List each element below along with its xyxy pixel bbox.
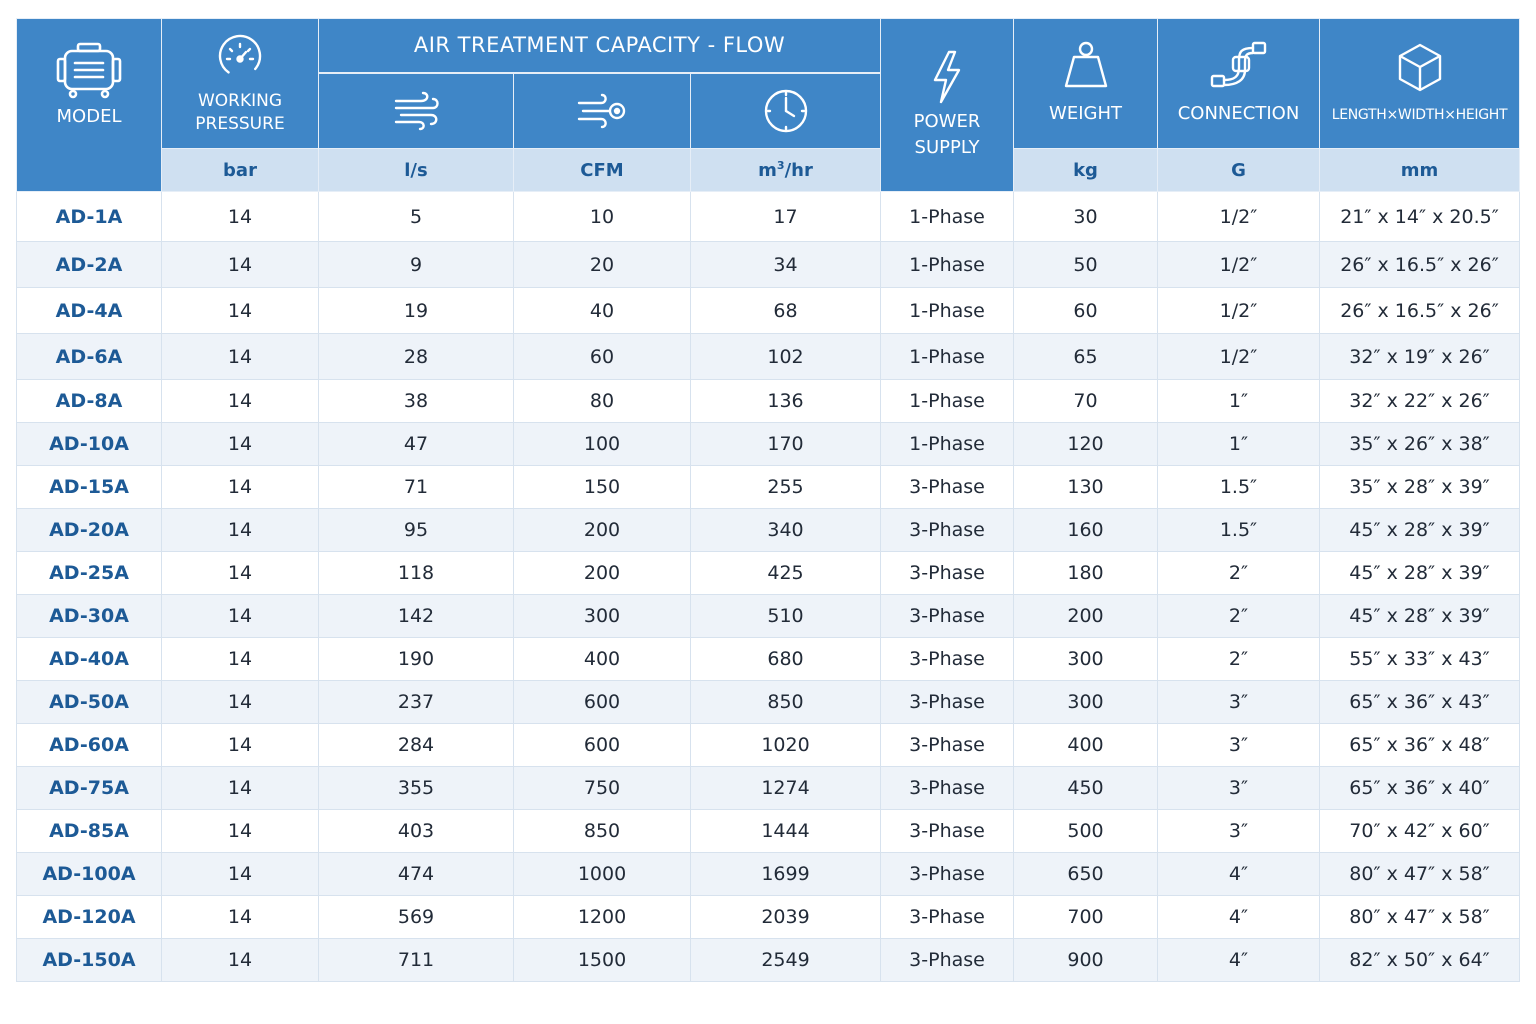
- unit-kg: kg: [1014, 149, 1158, 192]
- connection-cell: 1/2″: [1158, 288, 1320, 334]
- weight-cell: 130: [1014, 466, 1158, 509]
- dimensions-cell: 45″ x 28″ x 39″: [1320, 509, 1520, 552]
- flow-cfm-cell: 600: [514, 724, 691, 767]
- table-row: [17, 767, 1520, 810]
- flow-m3hr-cell: 255: [691, 466, 881, 509]
- pressure-cell: 14: [162, 192, 319, 242]
- pressure-cell: 14: [162, 242, 319, 288]
- unit-bar: bar: [162, 149, 319, 192]
- connection-cell: 2″: [1158, 552, 1320, 595]
- model-cell: AD-2A: [17, 242, 162, 288]
- compressor-icon: [17, 41, 161, 99]
- weight-cell: 500: [1014, 810, 1158, 853]
- pressure-cell: 14: [162, 288, 319, 334]
- working-pressure-label-1: WORKING: [197, 90, 283, 111]
- table-row: [17, 724, 1520, 767]
- table-row: [17, 466, 1520, 509]
- model-cell: AD-50A: [17, 681, 162, 724]
- flow-m3hr-cell: 34: [691, 242, 881, 288]
- model-cell: AD-1A: [17, 192, 162, 242]
- power-supply-cell: 1-Phase: [881, 288, 1014, 334]
- flow-cfm-cell: 1200: [514, 896, 691, 939]
- connection-cell: 1″: [1158, 423, 1320, 466]
- weight-cell: 70: [1014, 380, 1158, 423]
- flow-cfm-cell: 80: [514, 380, 691, 423]
- flow-capacity-header: AIR TREATMENT CAPACITY - FLOW: [319, 19, 881, 73]
- flow-ls-cell: 403: [319, 810, 514, 853]
- wind-fan-icon: [514, 91, 690, 131]
- weight-cell: 180: [1014, 552, 1158, 595]
- weight-cell: 700: [1014, 896, 1158, 939]
- connection-cell: 1/2″: [1158, 242, 1320, 288]
- weight-icon: [1014, 40, 1157, 90]
- spec-table-container: [16, 18, 1519, 982]
- flow-ls-cell: 118: [319, 552, 514, 595]
- flow-m3hr-cell: 340: [691, 509, 881, 552]
- weight-header: [1014, 19, 1158, 149]
- flow-ls-cell: 474: [319, 853, 514, 896]
- flow-ls-cell: 38: [319, 380, 514, 423]
- connection-cell: 1.5″: [1158, 509, 1320, 552]
- model-cell: AD-75A: [17, 767, 162, 810]
- model-cell: AD-40A: [17, 638, 162, 681]
- weight-cell: 65: [1014, 334, 1158, 380]
- table-row: [17, 509, 1520, 552]
- pressure-cell: 14: [162, 939, 319, 982]
- table-row: [17, 595, 1520, 638]
- model-cell: AD-15A: [17, 466, 162, 509]
- flow-ls-cell: 9: [319, 242, 514, 288]
- table-row: [17, 380, 1520, 423]
- flow-ls-cell: 569: [319, 896, 514, 939]
- pipe-connection-icon: [1158, 40, 1319, 90]
- dimensions-cell: 26″ x 16.5″ x 26″: [1320, 242, 1520, 288]
- model-cell: AD-85A: [17, 810, 162, 853]
- power-supply-cell: 3-Phase: [881, 853, 1014, 896]
- model-cell: AD-20A: [17, 509, 162, 552]
- power-supply-cell: 3-Phase: [881, 939, 1014, 982]
- flow-ls-cell: 28: [319, 334, 514, 380]
- pressure-cell: 14: [162, 810, 319, 853]
- power-supply-cell: 1-Phase: [881, 192, 1014, 242]
- working-pressure-header: [162, 19, 319, 149]
- dimensions-cell: 70″ x 42″ x 60″: [1320, 810, 1520, 853]
- pressure-cell: 14: [162, 595, 319, 638]
- flow-m3hr-cell: 2549: [691, 939, 881, 982]
- flow-m3hr-cell: 680: [691, 638, 881, 681]
- flow-m3hr-cell: 68: [691, 288, 881, 334]
- unit-ls: l/s: [319, 149, 514, 192]
- power-supply-cell: 3-Phase: [881, 724, 1014, 767]
- table-row: [17, 810, 1520, 853]
- power-supply-cell: 3-Phase: [881, 810, 1014, 853]
- dimensions-cell: 21″ x 14″ x 20.5″: [1320, 192, 1520, 242]
- power-supply-cell: 3-Phase: [881, 767, 1014, 810]
- power-supply-cell: 3-Phase: [881, 466, 1014, 509]
- model-header: [17, 19, 162, 192]
- model-cell: AD-25A: [17, 552, 162, 595]
- power-supply-cell: 3-Phase: [881, 509, 1014, 552]
- dimensions-cell: 35″ x 28″ x 39″: [1320, 466, 1520, 509]
- pressure-cell: 14: [162, 681, 319, 724]
- lightning-bolt-icon: [881, 50, 1013, 104]
- power-supply-cell: 3-Phase: [881, 595, 1014, 638]
- table-row: [17, 288, 1520, 334]
- model-cell: AD-10A: [17, 423, 162, 466]
- connection-header: [1158, 19, 1320, 149]
- table-row: [17, 681, 1520, 724]
- clock-icon: [691, 88, 880, 134]
- flow-m3hr-cell: 1699: [691, 853, 881, 896]
- weight-cell: 30: [1014, 192, 1158, 242]
- flow-cfm-cell: 150: [514, 466, 691, 509]
- flow-cfm-cell: 10: [514, 192, 691, 242]
- flow-cfm-cell: 300: [514, 595, 691, 638]
- dimensions-label: LENGTH×WIDTH×HEIGHT: [1331, 107, 1508, 124]
- flow-m3hr-cell: 510: [691, 595, 881, 638]
- pressure-gauge-icon: [162, 32, 318, 80]
- weight-cell: 300: [1014, 638, 1158, 681]
- table-row: [17, 552, 1520, 595]
- cube-icon: [1320, 42, 1519, 92]
- flow-m3hr-cell: 102: [691, 334, 881, 380]
- pressure-cell: 14: [162, 853, 319, 896]
- pressure-cell: 14: [162, 380, 319, 423]
- flow-cfm-cell: 1500: [514, 939, 691, 982]
- weight-cell: 650: [1014, 853, 1158, 896]
- connection-cell: 2″: [1158, 595, 1320, 638]
- model-cell: AD-30A: [17, 595, 162, 638]
- table-row: [17, 638, 1520, 681]
- flow-cfm-cell: 20: [514, 242, 691, 288]
- power-supply-cell: 1-Phase: [881, 334, 1014, 380]
- model-cell: AD-6A: [17, 334, 162, 380]
- flow-cfm-cell: 200: [514, 552, 691, 595]
- flow-ls-cell: 5: [319, 192, 514, 242]
- connection-cell: 4″: [1158, 939, 1320, 982]
- flow-cfm-cell: 600: [514, 681, 691, 724]
- pressure-cell: 14: [162, 466, 319, 509]
- power-supply-cell: 1-Phase: [881, 380, 1014, 423]
- connection-cell: 3″: [1158, 810, 1320, 853]
- flow-cfm-cell: 750: [514, 767, 691, 810]
- unit-g: G: [1158, 149, 1320, 192]
- connection-label: CONNECTION: [1177, 103, 1300, 125]
- weight-cell: 160: [1014, 509, 1158, 552]
- connection-cell: 3″: [1158, 724, 1320, 767]
- dimensions-cell: 82″ x 50″ x 64″: [1320, 939, 1520, 982]
- flow-ls-cell: 284: [319, 724, 514, 767]
- dimensions-cell: 65″ x 36″ x 43″: [1320, 681, 1520, 724]
- flow-m3hr-cell: 1020: [691, 724, 881, 767]
- weight-cell: 450: [1014, 767, 1158, 810]
- dimensions-cell: 55″ x 33″ x 43″: [1320, 638, 1520, 681]
- flow-ls-cell: 711: [319, 939, 514, 982]
- spec-table-body: [17, 192, 1520, 982]
- dimensions-cell: 32″ x 22″ x 26″: [1320, 380, 1520, 423]
- connection-cell: 2″: [1158, 638, 1320, 681]
- pressure-cell: 14: [162, 638, 319, 681]
- weight-label: WEIGHT: [1049, 103, 1122, 125]
- flow-cfm-cell: 200: [514, 509, 691, 552]
- flow-m3hr-cell: 136: [691, 380, 881, 423]
- dimensions-cell: 26″ x 16.5″ x 26″: [1320, 288, 1520, 334]
- model-cell: AD-120A: [17, 896, 162, 939]
- model-cell: AD-60A: [17, 724, 162, 767]
- flow-m3hr-cell: 2039: [691, 896, 881, 939]
- unit-mm: mm: [1320, 149, 1520, 192]
- model-cell: AD-8A: [17, 380, 162, 423]
- pressure-cell: 14: [162, 552, 319, 595]
- flow-cfm-cell: 850: [514, 810, 691, 853]
- table-row: [17, 939, 1520, 982]
- m3hr-header: [691, 73, 881, 149]
- ls-header: [319, 73, 514, 149]
- weight-cell: 200: [1014, 595, 1158, 638]
- flow-ls-cell: 237: [319, 681, 514, 724]
- dimensions-cell: 45″ x 28″ x 39″: [1320, 552, 1520, 595]
- flow-ls-cell: 19: [319, 288, 514, 334]
- power-supply-cell: 1-Phase: [881, 423, 1014, 466]
- pressure-cell: 14: [162, 509, 319, 552]
- air-dryer-spec-table: [16, 18, 1520, 982]
- connection-cell: 3″: [1158, 681, 1320, 724]
- flow-ls-cell: 71: [319, 466, 514, 509]
- pressure-cell: 14: [162, 334, 319, 380]
- pressure-cell: 14: [162, 896, 319, 939]
- flow-m3hr-cell: 170: [691, 423, 881, 466]
- unit-cfm: CFM: [514, 149, 691, 192]
- table-row: [17, 334, 1520, 380]
- weight-cell: 50: [1014, 242, 1158, 288]
- table-row: [17, 242, 1520, 288]
- table-row: [17, 896, 1520, 939]
- power-supply-cell: 3-Phase: [881, 681, 1014, 724]
- flow-m3hr-cell: 425: [691, 552, 881, 595]
- weight-cell: 60: [1014, 288, 1158, 334]
- flow-cfm-cell: 100: [514, 423, 691, 466]
- flow-ls-cell: 142: [319, 595, 514, 638]
- connection-cell: 1.5″: [1158, 466, 1320, 509]
- dimensions-cell: 80″ x 47″ x 58″: [1320, 853, 1520, 896]
- flow-ls-cell: 190: [319, 638, 514, 681]
- dimensions-cell: 65″ x 36″ x 48″: [1320, 724, 1520, 767]
- flow-ls-cell: 47: [319, 423, 514, 466]
- table-row: [17, 423, 1520, 466]
- flow-cfm-cell: 400: [514, 638, 691, 681]
- connection-cell: 1/2″: [1158, 334, 1320, 380]
- model-header-label: MODEL: [56, 106, 122, 127]
- dimensions-cell: 35″ x 26″ x 38″: [1320, 423, 1520, 466]
- pressure-cell: 14: [162, 423, 319, 466]
- connection-cell: 1″: [1158, 380, 1320, 423]
- power-supply-cell: 3-Phase: [881, 638, 1014, 681]
- power-supply-cell: 3-Phase: [881, 552, 1014, 595]
- weight-cell: 900: [1014, 939, 1158, 982]
- pressure-cell: 14: [162, 724, 319, 767]
- flow-ls-cell: 95: [319, 509, 514, 552]
- table-row: [17, 853, 1520, 896]
- dimensions-header: [1320, 19, 1520, 149]
- weight-cell: 120: [1014, 423, 1158, 466]
- flow-m3hr-cell: 1274: [691, 767, 881, 810]
- model-cell: AD-100A: [17, 853, 162, 896]
- flow-cfm-cell: 1000: [514, 853, 691, 896]
- flow-m3hr-cell: 1444: [691, 810, 881, 853]
- dimensions-cell: 45″ x 28″ x 39″: [1320, 595, 1520, 638]
- dimensions-cell: 80″ x 47″ x 58″: [1320, 896, 1520, 939]
- connection-cell: 4″: [1158, 853, 1320, 896]
- model-cell: AD-4A: [17, 288, 162, 334]
- model-cell: AD-150A: [17, 939, 162, 982]
- airflow-icon: [319, 91, 513, 131]
- power-supply-header: [881, 19, 1014, 192]
- flow-ls-cell: 355: [319, 767, 514, 810]
- pressure-cell: 14: [162, 767, 319, 810]
- table-row: [17, 192, 1520, 242]
- flow-cfm-cell: 60: [514, 334, 691, 380]
- weight-cell: 300: [1014, 681, 1158, 724]
- weight-cell: 400: [1014, 724, 1158, 767]
- dimensions-cell: 32″ x 19″ x 26″: [1320, 334, 1520, 380]
- flow-m3hr-cell: 17: [691, 192, 881, 242]
- dimensions-cell: 65″ x 36″ x 40″: [1320, 767, 1520, 810]
- power-supply-cell: 1-Phase: [881, 242, 1014, 288]
- power-supply-label-1: POWER: [913, 110, 981, 132]
- flow-cfm-cell: 40: [514, 288, 691, 334]
- connection-cell: 1/2″: [1158, 192, 1320, 242]
- connection-cell: 3″: [1158, 767, 1320, 810]
- working-pressure-label-2: PRESSURE: [195, 113, 285, 134]
- connection-cell: 4″: [1158, 896, 1320, 939]
- cfm-header: [514, 73, 691, 149]
- flow-m3hr-cell: 850: [691, 681, 881, 724]
- power-supply-label-2: SUPPLY: [914, 137, 980, 158]
- power-supply-cell: 3-Phase: [881, 896, 1014, 939]
- unit-m3hr: $m^3/hr$: [691, 149, 881, 192]
